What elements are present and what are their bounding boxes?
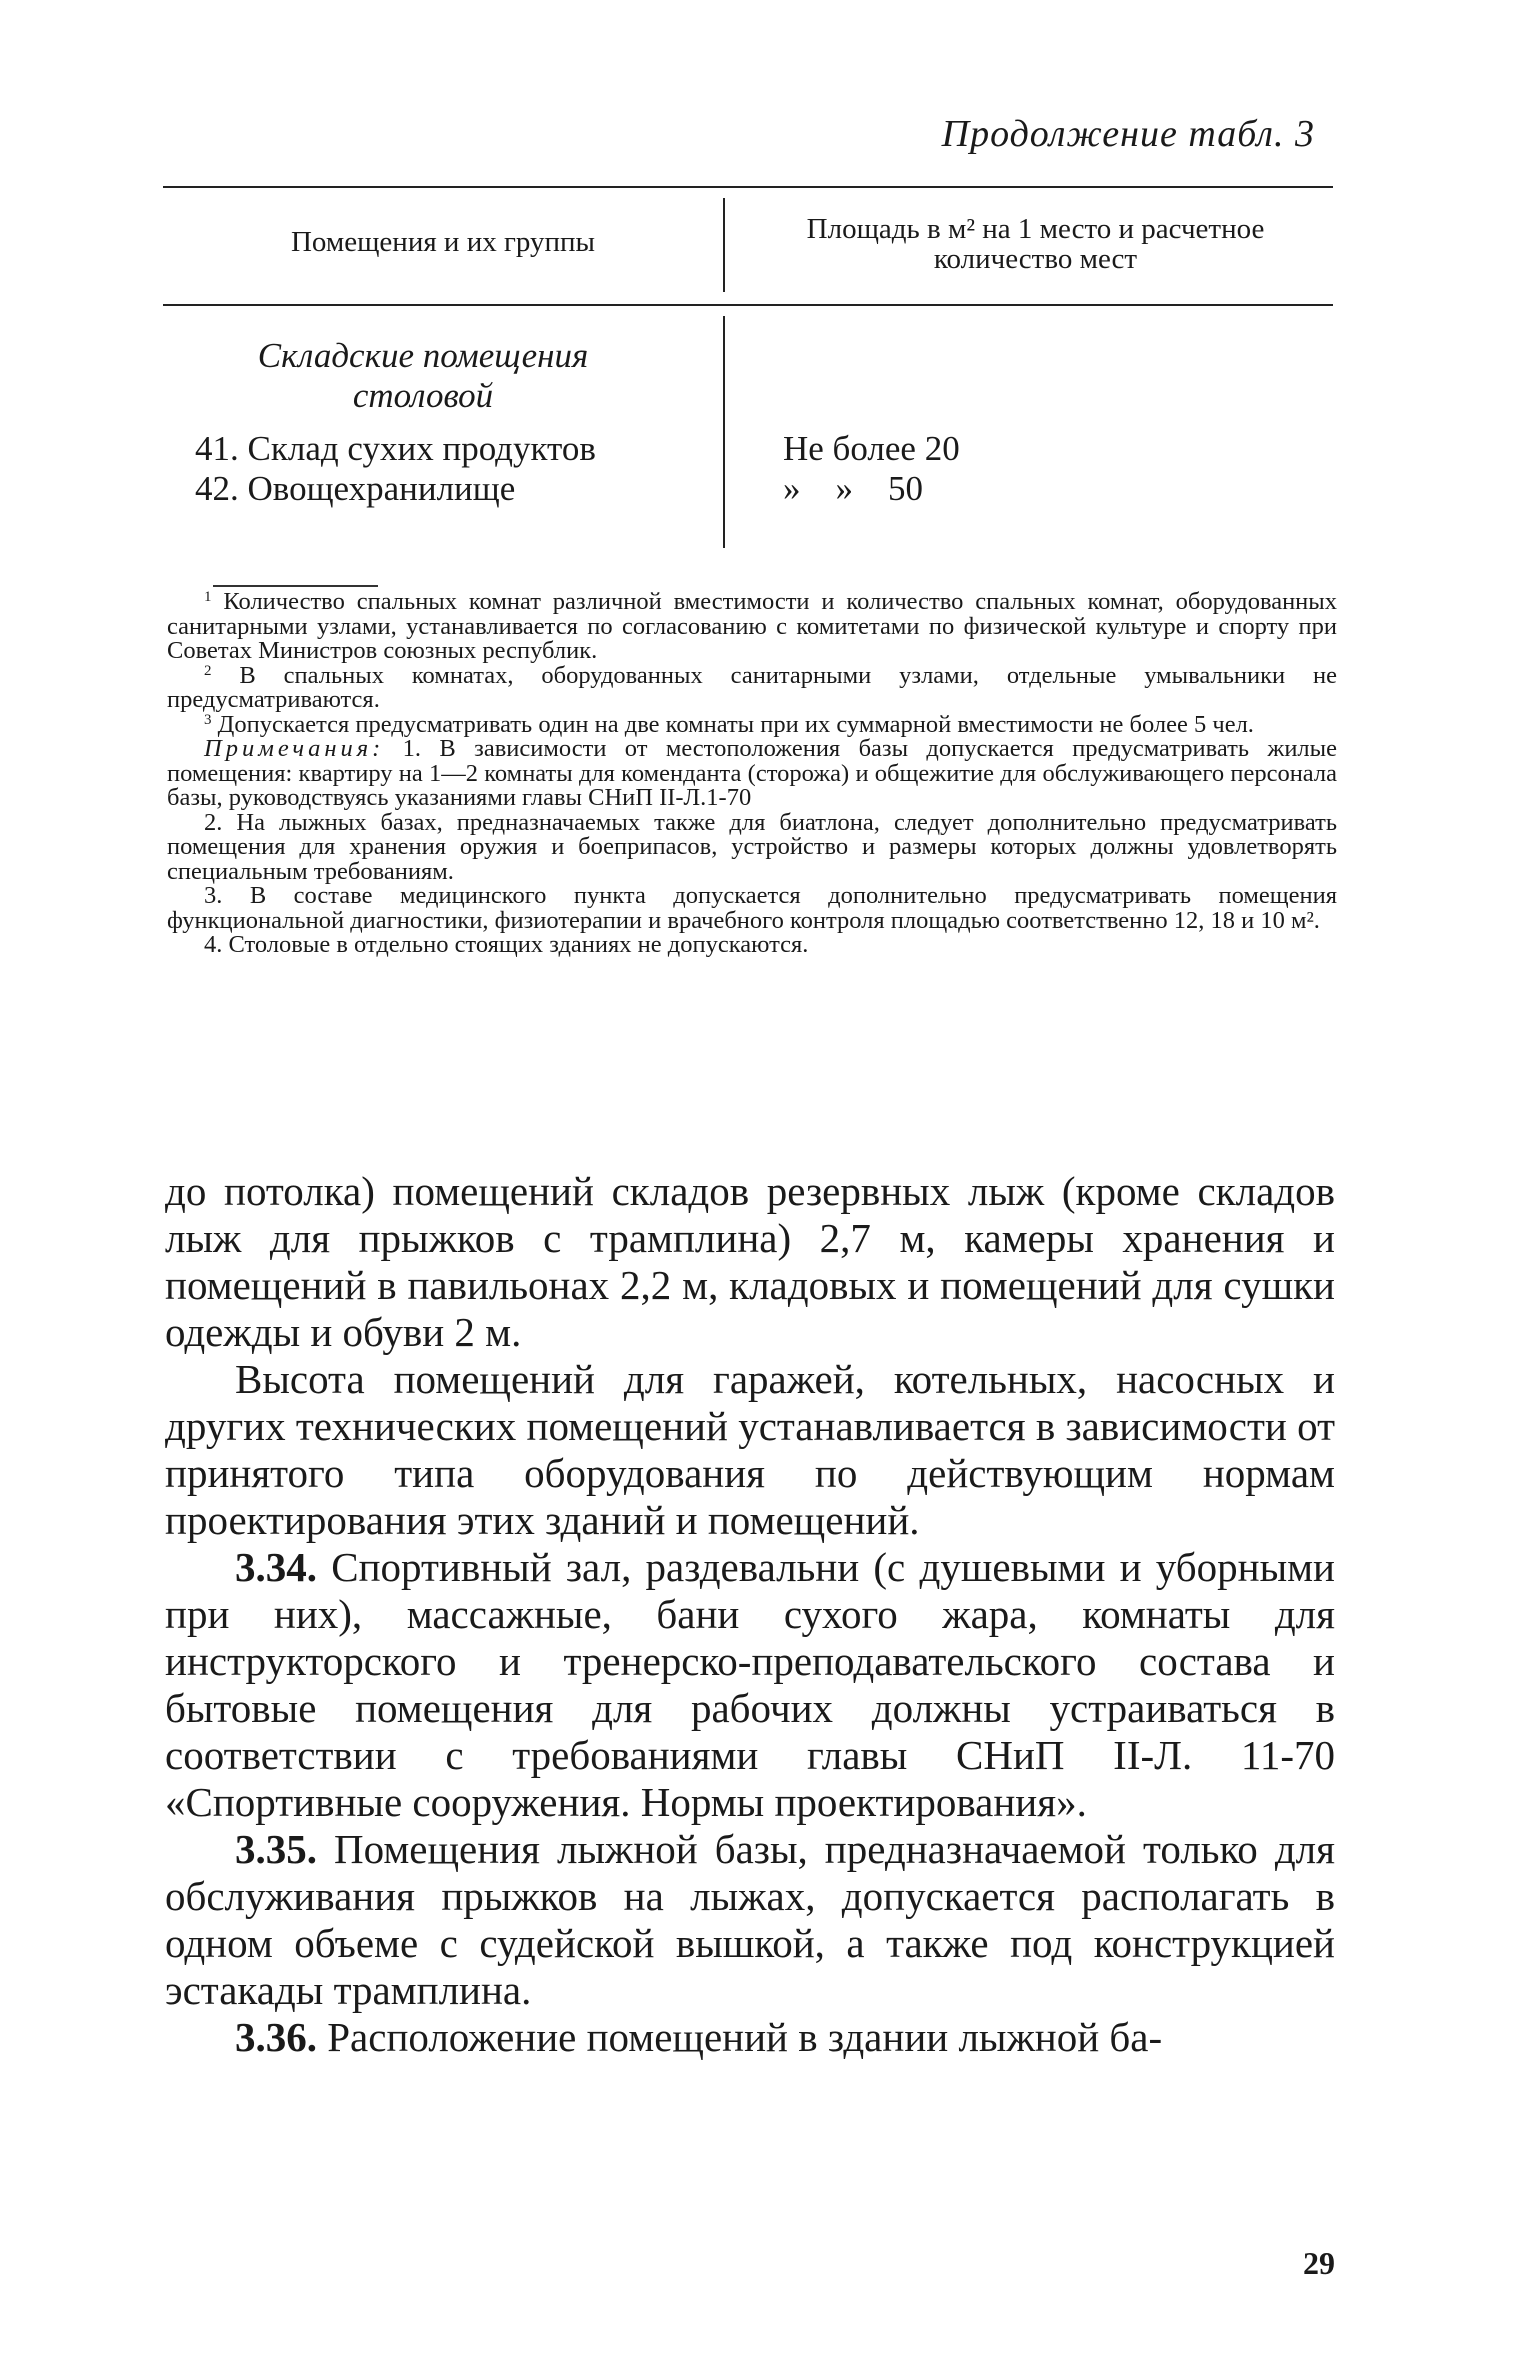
rooms-area-table — [163, 186, 1333, 546]
notes-label: Примечания: — [204, 735, 385, 762]
clause-3-35 — [165, 1826, 1335, 2014]
clause-number: 3.35. — [235, 1826, 317, 1872]
footnote-3 — [167, 710, 1337, 738]
footnotes-block — [167, 590, 1337, 958]
clause-number: 3.36. — [235, 2014, 317, 2060]
footnote-mark: 2 — [204, 662, 212, 679]
table-continuation-caption: Продолжение табл. 3 — [941, 113, 1315, 155]
note-4: 4. Столовые в отдельно стоящих зданиях не допускаются. — [204, 931, 809, 958]
footnote-separator — [213, 585, 378, 587]
column-header-area-line1: Площадь в м² на 1 место и расчетное — [806, 213, 1265, 245]
column-header-area-line2: количество мест — [933, 243, 1138, 275]
header-column-divider — [723, 198, 725, 292]
clause-3-34 — [165, 1544, 1335, 1826]
footnote-text: Количество спальных комнат различной вместимости и количество спальных комнат, оборудованных санитарными узлами, устанавливается по согласованию с комитетами по физической культуре и спорту при Советах Министров союзных республик. — [167, 588, 1338, 664]
clause-text: Расположение помещений в здании лыжной ба- — [327, 2014, 1163, 2060]
footnote-2 — [167, 661, 1338, 713]
body-text — [165, 1168, 1335, 2061]
header-bottom-rule — [163, 304, 1333, 306]
table-row-name: 42. Овощехранилище — [195, 469, 516, 508]
page-number: 29 — [1303, 2245, 1335, 2281]
footnote-mark: 1 — [204, 589, 212, 605]
table-row-name: 41. Склад сухих продуктов — [195, 429, 596, 468]
clause-number: 3.34. — [235, 1544, 317, 1590]
table-group-title — [203, 336, 643, 416]
table-row-value: Не более 20 — [783, 429, 960, 468]
clause-text: Спортивный зал, раздевальни (с душевыми и уборными при них), массажные, бани сухого жара, комнаты для инструкторского и тренерско-преподавательского состава и бытовые помещения для рабочих должны устраиваться в соответствии с требованиями главы СНиП II-Л. 11-70 «Спортивные сооружения. Нормы проектирования». — [165, 1544, 1335, 1825]
note-3: 3. В составе медицинского пункта допускается дополнительно предусматривать помещения функциональной диагностики, физиотерапии и врачебного контроля площадью соответственно 12, 18 и 10 м². — [167, 882, 1337, 934]
paragraph-heights: Высота помещений для гаражей, котельных, насосных и других технических помещений устанавливается в зависимости от принятого типа оборудования по действующим нормам проектирования этих зданий и помещений. — [165, 1356, 1335, 1543]
table-row-value: » » 50 — [783, 469, 923, 508]
table-top-rule — [163, 186, 1333, 188]
column-header-rooms: Помещения и их группы — [290, 226, 596, 258]
footnote-text: В спальных комнатах, оборудованных санитарными узлами, отдельные умывальники не предусматриваются. — [167, 661, 1338, 713]
body-column-divider — [723, 316, 725, 548]
footnote-text: Допускается предусматривать один на две комнаты при их суммарной вместимости не более 5 чел. — [217, 710, 1254, 738]
paragraph-continuation: до потолка) помещений складов резервных лыж (кроме складов лыж для прыжков с трамплина) 2,7 м, камеры хранения и помещений в павильонах 2,2 м, кладовых и помещений для сушки одежды и обуви 2 м. — [165, 1168, 1335, 1355]
clause-3-36 — [165, 2014, 1335, 2061]
note-text: 1. В зависимости от местоположения базы допускается предусматривать жилые помещения: квартиру на 1—2 комнаты для коменданта (сторожа) и общежитие для обслуживающего персонала базы, руководствуясь указаниями главы СНиП II-Л.1-70 — [167, 735, 1337, 811]
group-title-line1: Складские помещения — [257, 336, 589, 375]
group-title-line2: столовой — [352, 376, 494, 415]
clause-text: Помещения лыжной базы, предназначаемой только для обслуживания прыжков на лыжах, допускается располагать в одном объеме с судейской вышкой, а также под конструкцией эстакады трамплина. — [165, 1826, 1335, 2013]
column-header-area — [738, 214, 1333, 274]
footnote-1 — [167, 590, 1337, 664]
note-1 — [167, 737, 1337, 811]
footnote-mark: 3 — [204, 711, 212, 728]
note-2: 2. На лыжных базах, предназначаемых также для биатлона, следует дополнительно предусматривать помещения для хранения оружия и боеприпасов, устройство и размеры которых должны удовлетворять специальным требованиям. — [167, 808, 1337, 885]
